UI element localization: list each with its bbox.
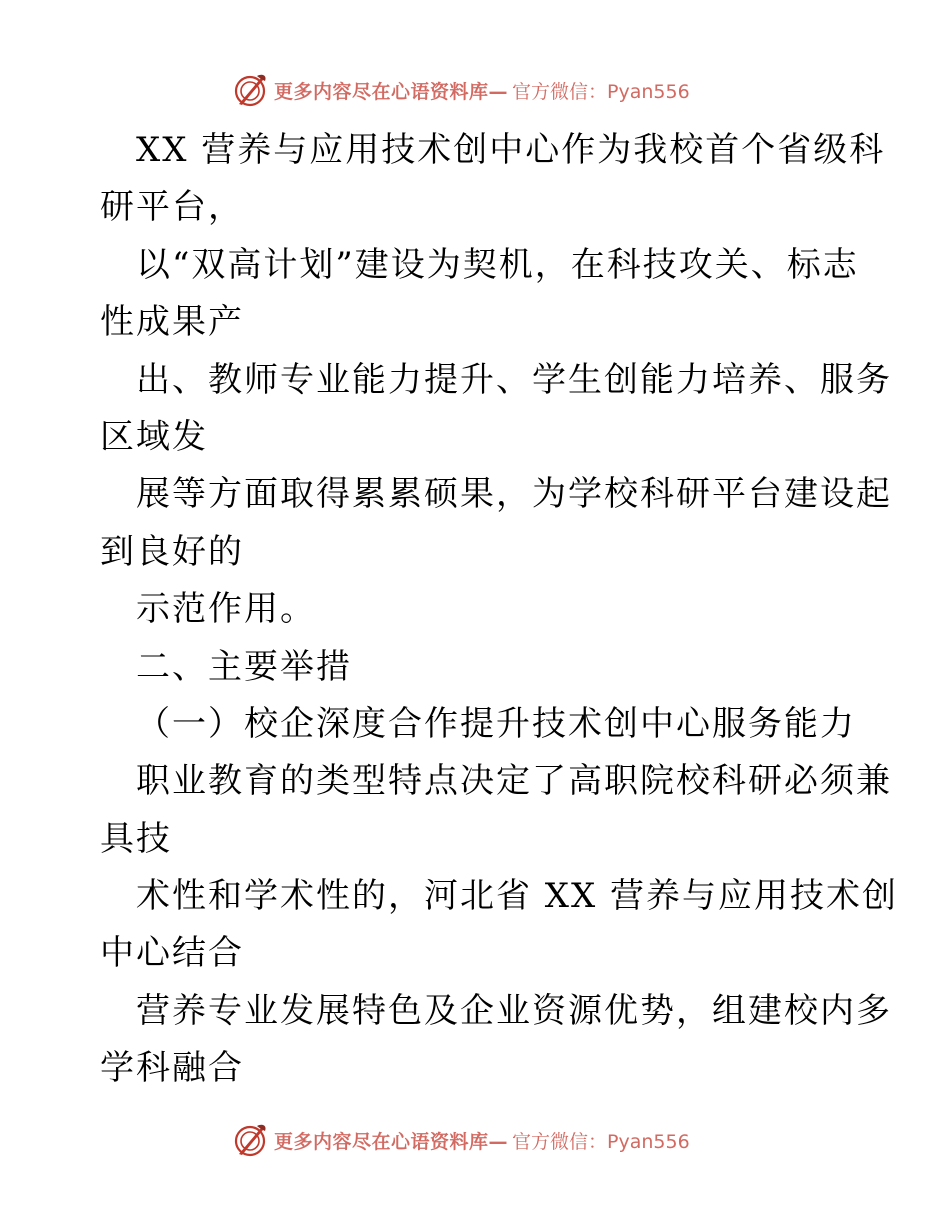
quill-logo-icon <box>230 70 270 110</box>
text-line: 出、教师专业能力提升、学生创能力培养、服务 <box>136 359 892 400</box>
header-watermark <box>230 70 690 110</box>
footer-watermark <box>230 1120 690 1160</box>
text-line: 区域发 <box>100 416 208 457</box>
text-line: 性成果产 <box>100 302 244 343</box>
section-heading: 二、主要举措 <box>136 646 352 687</box>
text-line: 学科融合 <box>100 1048 244 1089</box>
text-line: 具技 <box>100 818 172 859</box>
text-line: 术性和学术性的，河北省 XX 营养与应用技术创 <box>136 876 899 917</box>
watermark-wechat: 官方微信：Pyan556 <box>512 1130 690 1153</box>
watermark-text: 更多内容尽在心语资料库— <box>274 1130 509 1153</box>
text-line: 示范作用。 <box>136 589 316 630</box>
text-line: 以“双高计划”建设为契机，在科技攻关、标志 <box>136 244 859 285</box>
subsection-heading: （一）校企深度合作提升技术创中心服务能力 <box>136 703 856 744</box>
text-line: 营养专业发展特色及企业资源优势，组建校内多 <box>136 990 892 1031</box>
text-line: 中心结合 <box>100 933 244 974</box>
text-line: XX 营养与应用技术创中心作为我校首个省级科 <box>136 130 886 170</box>
document-body <box>100 122 899 1098</box>
watermark-text: 更多内容尽在心语资料库— <box>274 80 509 103</box>
quill-logo-icon <box>230 1120 270 1160</box>
text-line: 职业教育的类型特点决定了高职院校科研必须兼 <box>136 761 892 802</box>
text-line: 研平台， <box>100 187 244 228</box>
watermark-wechat: 官方微信：Pyan556 <box>512 80 690 103</box>
text-line: 到良好的 <box>100 531 244 572</box>
text-line: 展等方面取得累累硕果，为学校科研平台建设起 <box>136 474 892 515</box>
